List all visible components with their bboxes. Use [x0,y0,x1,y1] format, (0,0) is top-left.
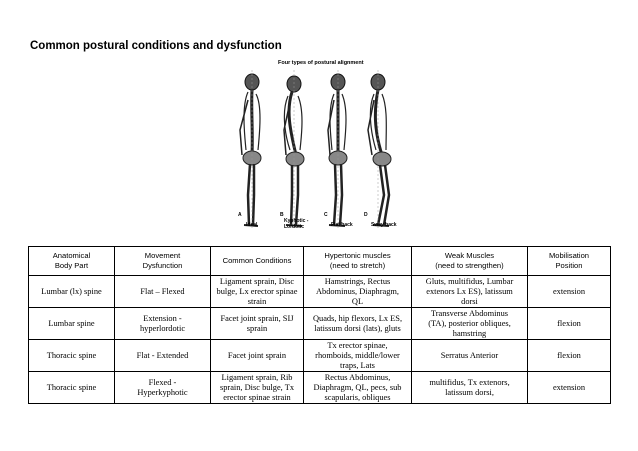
table-cell [412,372,528,404]
table-cell [528,340,611,372]
table-cell [304,276,412,308]
cell-line: extension [552,286,586,296]
table-row [29,276,611,308]
table-cell [211,340,304,372]
cell-line: scapularis, obliques [324,392,391,402]
table-cell [304,308,412,340]
cell-line: Thoracic spine [46,382,97,392]
table-cell [304,340,412,372]
skeleton-ideal [240,70,261,230]
cell-line: Gluts, multifidus, Lumbar [425,276,514,286]
cell-line: Body Part [54,261,89,270]
cell-line: Abdominus, Diaphragm, [315,286,400,296]
cell-line: Flat - Extended [136,350,189,360]
table-header-row [29,247,611,276]
postural-conditions-table [28,246,611,404]
cell-line: Flat – Flexed [140,286,185,296]
column-header [29,247,115,276]
column-header [211,247,304,276]
cell-line: Facet joint sprain, SIJ [220,313,294,323]
table-cell [412,308,528,340]
table-cell [211,308,304,340]
cell-line: strain [247,296,267,306]
figure-label-sway-back: Sway back [371,222,397,228]
table-cell [115,372,211,404]
cell-line: QL [351,296,364,306]
cell-line: Thoracic spine [46,350,97,360]
cell-line: Lumbar spine [48,318,95,328]
table-cell [115,340,211,372]
cell-line: Anatomical [52,251,91,260]
cell-line: Serratus Anterior [440,350,499,360]
table-row [29,340,611,372]
figure-label-ideal: Ideal [246,222,258,228]
cell-line: multifidus, Tx extenors, [429,377,510,387]
table-cell [29,308,115,340]
cell-line: extension [552,382,586,392]
cell-line: Movement [144,251,181,260]
column-header [412,247,528,276]
cell-line: Rectus Abdominus, [324,372,391,382]
cell-line: Common Conditions [222,256,292,265]
cell-line: Dysfunction [142,261,183,270]
cell-line: Diaphragm, QL, pecs, sub [313,382,402,392]
cell-line: rhomboids, middle/lower [315,350,400,360]
cell-line: Facet joint sprain [227,350,287,360]
cell-line: erector spinae strain [223,392,291,402]
cell-line: Extension - [143,313,182,323]
cell-line: Tx erector spinae, [327,340,388,350]
cell-line: Hyperkyphotic [137,387,188,397]
skeleton-kyphotic-lordotic [284,70,304,230]
cell-line: Ligament sprain, Rib [221,372,293,382]
cell-line: Weak Muscles [444,251,495,260]
cell-line: (need to stretch) [329,261,386,270]
cell-line: Ligament sprain, Disc [219,276,295,286]
table-row [29,308,611,340]
table-cell [528,308,611,340]
skeleton-flat-back [328,70,347,230]
table-cell [115,308,211,340]
cell-line: Mobilisation [548,251,590,260]
figure-letter-b: B [280,212,284,218]
table-cell [211,372,304,404]
table-cell [528,372,611,404]
column-header [115,247,211,276]
cell-line: Flexed - [148,377,177,387]
table-cell [528,276,611,308]
figure-letter-c: C [324,212,328,218]
cell-line: sprain, Disc bulge, Tx [219,382,295,392]
cell-line: latissum dorsi, [445,387,494,397]
cell-line: hamstring [452,328,487,338]
figure-letter-a: A [238,212,242,218]
cell-line: flexion [557,350,581,360]
cell-line: Quads, hip flexors, Lx ES, [312,313,403,323]
page-title: Common postural conditions and dysfunction [30,40,282,52]
cell-line: flexion [557,318,581,328]
table-cell [29,340,115,372]
table-cell [29,276,115,308]
skeleton-sway-back [368,70,391,230]
cell-line: dorsi [461,296,478,306]
figure-letter-d: D [364,212,368,218]
cell-line: traps, Lats [340,360,375,370]
cell-line: (need to strengthen) [435,261,504,270]
table-cell [211,276,304,308]
postural-alignment-figure [228,60,403,238]
table-cell [29,372,115,404]
column-header [528,247,611,276]
figure-caption: Four types of postural alignment [278,60,364,66]
table-cell [412,340,528,372]
cell-line: Lumbar (lx) spine [41,286,102,296]
cell-line: sprain [246,323,268,333]
table-row [29,372,611,404]
cell-line: extenors Lx ES), latissum [426,286,513,296]
figure-label-flat-back: Flat back [331,222,353,228]
table-cell [115,276,211,308]
table-cell [304,372,412,404]
column-header [304,247,412,276]
cell-line: bulge, Lx erector spinae [216,286,298,296]
cell-line: latissum dorsi (lats), gluts [314,323,401,333]
cell-line: Transverse Abdominus [430,308,509,318]
figure-label-kyphotic-lordotic: Kyphotic - Lordotic [284,218,309,230]
cell-line: Position [555,261,583,270]
cell-line: Hypertonic muscles [324,251,391,260]
table-cell [412,276,528,308]
cell-line: (TA), posterior obliques, [428,318,511,328]
cell-line: hyperlordotic [139,323,186,333]
skeleton-illustration [228,60,403,238]
cell-line: Hamstrings, Rectus [324,276,391,286]
